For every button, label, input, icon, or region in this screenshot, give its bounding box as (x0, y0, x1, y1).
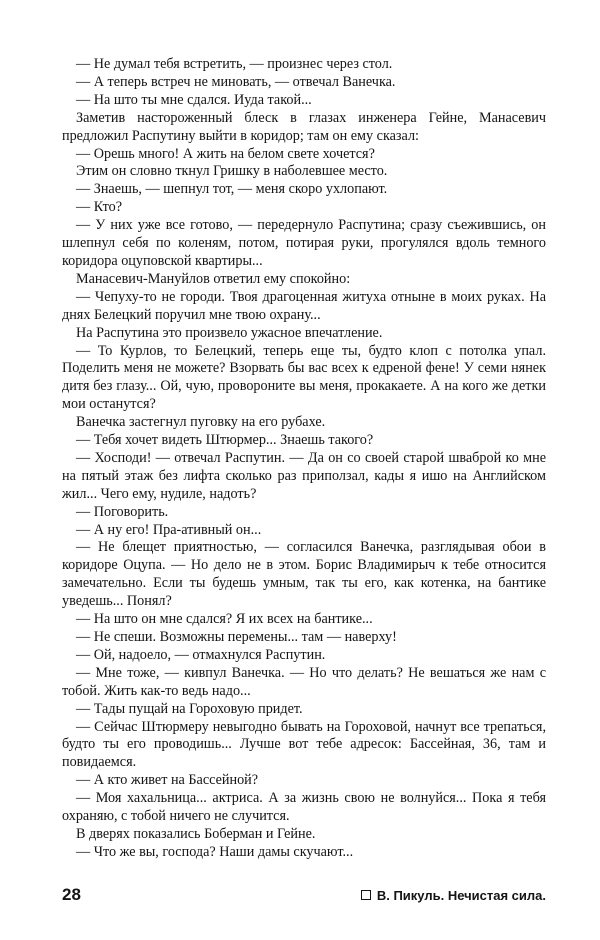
paragraph: — Тебя хочет видеть Штюрмер... Знаешь такого? (76, 432, 374, 449)
paragraph: — А теперь встреч не миновать, — отвечал Ванечка. (76, 73, 396, 90)
paragraph: — А ну его! Пра-ативный он... (76, 521, 262, 538)
paragraph: — А кто живет на Бассейной? (76, 772, 259, 789)
paragraph: — То Курлов, то Белецкий, теперь еще ты, будто клоп с потолка упал. Поделить меня не можете? Взорвать бы вас всех к едреной фене! У семи нянек дитя без глазу... Ой, чую, проворонитe вы меня, прокакаете. А на кого же детки мои останутся? (62, 342, 546, 413)
paragraph: — Сейчас Штюрмеру невыгодно бывать на Гороховой, начнут все трепаться, будто ты его проводишь... Лучше вот тебе адресок: Бассейная, 36, там и повидаемся. (62, 718, 546, 771)
paragraph: — На што ты мне сдался. Иуда такой... (76, 91, 312, 108)
paragraph: — Знаешь, — шепнул тот, — меня скоро ухлопают. (76, 181, 388, 198)
paragraph: — Мне тоже, — кивпул Ванечка. — Но что делать? Не вешаться же нам с тобой. Жить как-то ведь надо... (62, 664, 546, 699)
paragraph: Ванечка застегнул пуговку на его рубахе. (76, 414, 326, 431)
paragraph: — Орешь много! А жить на белом свете хочется? (76, 145, 375, 162)
paragraph: — Тады пущай на Гороховую придет. (76, 700, 303, 717)
paragraph: — Не спеши. Возможны перемены... там — наверху! (76, 629, 397, 645)
paragraph: — Чепуху-то не городи. Твоя драгоценная житуха отныне в моих руках. На днях Белецкий поручил мне твою охрану... (62, 288, 546, 323)
paragraph: Манасевич-Мануйлов ответил ему спокойно: (76, 270, 351, 287)
text-body (62, 56, 546, 862)
paragraph: — Хосподи! — отвечал Распутин. — Да он со своей старой шваброй ко мне на пятый этаж без лифта сколько раз приползал, кады я ишо на Английском жил... Чего ему, нудиле, надоть? (62, 449, 546, 502)
running-title: В. Пикуль. Нечистая сила. (376, 887, 546, 903)
paragraph: В дверях показались Боберман и Гейне. (76, 825, 316, 842)
running-title-group (361, 888, 546, 903)
paragraph: — Поговорить. (76, 503, 169, 520)
page-footer (62, 885, 546, 905)
paragraph: Этим он словно ткнул Гришку в наболевшее место. (76, 163, 388, 180)
paragraph: — Моя хахальница... актриса. А за жизнь свою не волнуйся... Пока я тебя охраняю, с тобой ничего не случится. (62, 790, 546, 825)
square-icon (361, 890, 371, 900)
paragraph: — Ой, надоело, — отмахнулся Распутин. (76, 646, 326, 663)
paragraph: — Не думал тебя встретить, — произнес через стол. (76, 56, 393, 72)
paragraph: — На што он мне сдался? Я их всех на бантике... (76, 611, 373, 628)
paragraph: — Что же вы, господа? Наши дамы скучают... (76, 843, 354, 860)
paragraph: Заметив настороженный блеск в глазах инженера Гейне, Манасевич предложил Распутину выйти в коридор; там он ему сказал: (62, 109, 546, 144)
paragraph: — У них уже все готово, — передернуло Распутина; сразу съежившись, он шлепнул себя по коленям, потом, потирая руки, прогулялся вдоль темного коридора оцуповской квартиры... (62, 217, 546, 269)
page-number: 28 (62, 885, 81, 904)
paragraph: — Не блещет приятностью, — согласился Ванечка, разглядывая обои в коридоре Оцупа. — Но дело не в этом. Борис Владимирыч к тебе относится замечательно. Если ты будешь умным, так ты его, как котенка, на бантике уведешь... Понял? (62, 539, 546, 610)
paragraph: — Кто? (76, 199, 123, 216)
paragraph: На Распутина это произвело ужасное впечатление. (76, 324, 383, 341)
